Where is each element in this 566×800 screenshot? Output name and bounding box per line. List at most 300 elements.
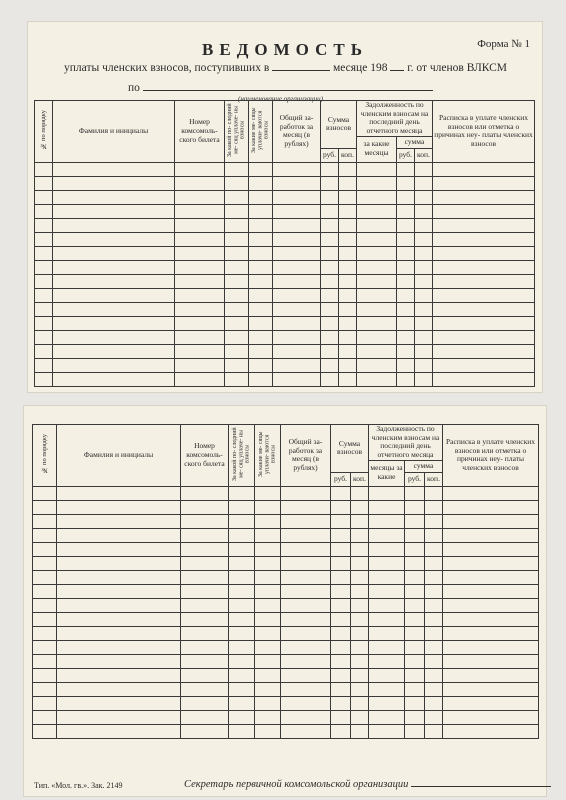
table-cell[interactable] [281,696,331,710]
table-cell[interactable] [181,682,229,696]
table-cell[interactable] [273,204,321,218]
table-cell[interactable] [181,612,229,626]
table-cell[interactable] [255,626,281,640]
table-cell[interactable] [397,204,415,218]
table-cell[interactable] [175,218,225,232]
table-cell[interactable] [53,330,175,344]
table-cell[interactable] [433,358,535,372]
table-cell[interactable] [57,710,181,724]
table-cell[interactable] [273,218,321,232]
table-cell[interactable] [415,274,433,288]
table-cell[interactable] [339,176,357,190]
table-cell[interactable] [321,190,339,204]
table-cell[interactable] [321,288,339,302]
table-cell[interactable] [57,542,181,556]
table-cell[interactable] [339,288,357,302]
table-cell[interactable] [351,724,369,738]
table-cell[interactable] [397,344,415,358]
table-cell[interactable] [433,330,535,344]
table-cell[interactable] [57,612,181,626]
organization-blank[interactable] [143,90,433,91]
table-cell[interactable] [175,260,225,274]
table-cell[interactable] [415,218,433,232]
table-cell[interactable] [229,598,255,612]
table-cell[interactable] [35,204,53,218]
table-cell[interactable] [273,372,321,386]
table-cell[interactable] [369,682,405,696]
table-cell[interactable] [57,528,181,542]
table-cell[interactable] [433,344,535,358]
table-cell[interactable] [425,640,443,654]
table-cell[interactable] [405,528,425,542]
table-cell[interactable] [351,668,369,682]
table-cell[interactable] [33,626,57,640]
table-cell[interactable] [33,486,57,500]
table-cell[interactable] [369,696,405,710]
table-cell[interactable] [53,344,175,358]
table-cell[interactable] [425,696,443,710]
table-cell[interactable] [351,710,369,724]
table-cell[interactable] [415,162,433,176]
table-cell[interactable] [229,724,255,738]
table-cell[interactable] [255,556,281,570]
table-cell[interactable] [351,556,369,570]
table-cell[interactable] [53,316,175,330]
table-cell[interactable] [249,288,273,302]
table-cell[interactable] [415,260,433,274]
table-cell[interactable] [273,316,321,330]
table-cell[interactable] [181,696,229,710]
table-cell[interactable] [229,514,255,528]
table-cell[interactable] [405,640,425,654]
table-cell[interactable] [425,654,443,668]
table-cell[interactable] [225,274,249,288]
table-cell[interactable] [415,246,433,260]
table-cell[interactable] [181,486,229,500]
table-cell[interactable] [433,274,535,288]
table-cell[interactable] [53,260,175,274]
table-cell[interactable] [249,274,273,288]
table-cell[interactable] [181,724,229,738]
table-cell[interactable] [249,358,273,372]
table-cell[interactable] [281,528,331,542]
table-cell[interactable] [57,486,181,500]
table-cell[interactable] [255,528,281,542]
table-cell[interactable] [57,682,181,696]
table-cell[interactable] [415,302,433,316]
table-cell[interactable] [357,288,397,302]
table-cell[interactable] [33,556,57,570]
table-cell[interactable] [35,260,53,274]
table-cell[interactable] [57,724,181,738]
table-cell[interactable] [281,598,331,612]
table-cell[interactable] [273,274,321,288]
table-cell[interactable] [249,316,273,330]
table-cell[interactable] [339,358,357,372]
table-cell[interactable] [425,612,443,626]
table-cell[interactable] [357,218,397,232]
table-cell[interactable] [33,528,57,542]
table-cell[interactable] [35,288,53,302]
table-cell[interactable] [255,514,281,528]
table-cell[interactable] [281,710,331,724]
table-cell[interactable] [425,626,443,640]
table-cell[interactable] [229,570,255,584]
table-cell[interactable] [53,176,175,190]
table-cell[interactable] [397,316,415,330]
table-cell[interactable] [415,316,433,330]
table-cell[interactable] [225,344,249,358]
table-cell[interactable] [443,584,539,598]
table-cell[interactable] [273,260,321,274]
table-cell[interactable] [321,176,339,190]
table-cell[interactable] [425,486,443,500]
table-cell[interactable] [405,724,425,738]
table-cell[interactable] [281,542,331,556]
table-cell[interactable] [35,372,53,386]
table-cell[interactable] [53,274,175,288]
table-cell[interactable] [33,654,57,668]
table-cell[interactable] [369,654,405,668]
table-cell[interactable] [405,542,425,556]
table-cell[interactable] [281,514,331,528]
table-cell[interactable] [33,682,57,696]
table-cell[interactable] [255,724,281,738]
table-cell[interactable] [225,260,249,274]
table-cell[interactable] [249,330,273,344]
table-cell[interactable] [273,330,321,344]
table-cell[interactable] [321,162,339,176]
table-cell[interactable] [33,584,57,598]
table-cell[interactable] [281,570,331,584]
table-cell[interactable] [443,626,539,640]
table-cell[interactable] [249,246,273,260]
table-cell[interactable] [321,372,339,386]
table-cell[interactable] [273,344,321,358]
table-cell[interactable] [433,190,535,204]
table-cell[interactable] [255,640,281,654]
table-cell[interactable] [273,232,321,246]
table-cell[interactable] [397,358,415,372]
table-cell[interactable] [339,232,357,246]
table-cell[interactable] [443,486,539,500]
table-cell[interactable] [443,598,539,612]
table-cell[interactable] [351,528,369,542]
table-cell[interactable] [181,640,229,654]
table-cell[interactable] [175,204,225,218]
table-cell[interactable] [321,274,339,288]
table-cell[interactable] [331,710,351,724]
table-cell[interactable] [229,500,255,514]
table-cell[interactable] [57,654,181,668]
table-cell[interactable] [229,612,255,626]
table-cell[interactable] [433,204,535,218]
table-cell[interactable] [369,710,405,724]
table-cell[interactable] [281,654,331,668]
table-cell[interactable] [225,162,249,176]
table-cell[interactable] [225,372,249,386]
table-cell[interactable] [281,500,331,514]
table-cell[interactable] [181,654,229,668]
year-blank[interactable] [390,70,404,71]
table-cell[interactable] [415,176,433,190]
table-cell[interactable] [357,190,397,204]
table-cell[interactable] [443,612,539,626]
table-cell[interactable] [397,288,415,302]
table-cell[interactable] [443,570,539,584]
table-cell[interactable] [229,710,255,724]
table-cell[interactable] [225,358,249,372]
table-cell[interactable] [273,358,321,372]
table-cell[interactable] [433,162,535,176]
table-cell[interactable] [181,668,229,682]
table-cell[interactable] [397,274,415,288]
table-cell[interactable] [351,640,369,654]
table-cell[interactable] [339,260,357,274]
table-cell[interactable] [35,162,53,176]
table-cell[interactable] [229,640,255,654]
table-cell[interactable] [351,696,369,710]
table-cell[interactable] [443,724,539,738]
table-cell[interactable] [405,668,425,682]
table-cell[interactable] [225,176,249,190]
table-cell[interactable] [273,288,321,302]
table-cell[interactable] [405,570,425,584]
table-cell[interactable] [175,274,225,288]
table-cell[interactable] [351,682,369,696]
table-cell[interactable] [175,358,225,372]
table-cell[interactable] [255,500,281,514]
table-cell[interactable] [405,556,425,570]
table-cell[interactable] [369,598,405,612]
table-cell[interactable] [433,176,535,190]
table-cell[interactable] [175,246,225,260]
table-cell[interactable] [331,584,351,598]
table-cell[interactable] [339,344,357,358]
table-cell[interactable] [351,598,369,612]
table-cell[interactable] [443,640,539,654]
table-cell[interactable] [33,710,57,724]
table-cell[interactable] [425,500,443,514]
table-cell[interactable] [351,542,369,556]
table-cell[interactable] [405,486,425,500]
table-cell[interactable] [229,696,255,710]
table-cell[interactable] [33,570,57,584]
table-cell[interactable] [35,316,53,330]
table-cell[interactable] [281,682,331,696]
table-cell[interactable] [53,358,175,372]
table-cell[interactable] [331,682,351,696]
table-cell[interactable] [357,204,397,218]
table-cell[interactable] [255,584,281,598]
table-cell[interactable] [369,528,405,542]
table-cell[interactable] [443,556,539,570]
table-cell[interactable] [369,542,405,556]
table-cell[interactable] [351,626,369,640]
table-cell[interactable] [405,514,425,528]
table-cell[interactable] [53,288,175,302]
table-cell[interactable] [425,514,443,528]
table-cell[interactable] [339,302,357,316]
table-cell[interactable] [57,584,181,598]
table-cell[interactable] [415,288,433,302]
table-cell[interactable] [405,626,425,640]
table-cell[interactable] [249,204,273,218]
table-cell[interactable] [53,218,175,232]
table-cell[interactable] [321,246,339,260]
table-cell[interactable] [225,218,249,232]
table-cell[interactable] [35,330,53,344]
table-cell[interactable] [425,724,443,738]
table-cell[interactable] [331,556,351,570]
table-cell[interactable] [369,570,405,584]
table-cell[interactable] [339,162,357,176]
secretary-signature-blank[interactable] [411,786,551,787]
table-cell[interactable] [321,260,339,274]
table-cell[interactable] [249,302,273,316]
table-cell[interactable] [33,696,57,710]
table-cell[interactable] [331,724,351,738]
table-cell[interactable] [229,556,255,570]
table-cell[interactable] [397,372,415,386]
table-cell[interactable] [425,682,443,696]
table-cell[interactable] [255,654,281,668]
table-cell[interactable] [415,344,433,358]
table-cell[interactable] [357,232,397,246]
table-cell[interactable] [225,330,249,344]
table-cell[interactable] [351,584,369,598]
table-cell[interactable] [351,654,369,668]
table-cell[interactable] [369,668,405,682]
table-cell[interactable] [181,710,229,724]
table-cell[interactable] [53,204,175,218]
table-cell[interactable] [433,246,535,260]
table-cell[interactable] [339,218,357,232]
table-cell[interactable] [443,514,539,528]
table-cell[interactable] [397,190,415,204]
table-cell[interactable] [33,612,57,626]
table-cell[interactable] [181,556,229,570]
table-cell[interactable] [281,612,331,626]
table-cell[interactable] [433,288,535,302]
table-cell[interactable] [321,232,339,246]
table-cell[interactable] [331,668,351,682]
table-cell[interactable] [357,330,397,344]
table-cell[interactable] [57,598,181,612]
table-cell[interactable] [255,710,281,724]
table-cell[interactable] [321,358,339,372]
table-cell[interactable] [339,246,357,260]
table-cell[interactable] [281,668,331,682]
table-cell[interactable] [57,514,181,528]
table-cell[interactable] [331,542,351,556]
table-cell[interactable] [35,358,53,372]
table-cell[interactable] [369,626,405,640]
table-cell[interactable] [181,542,229,556]
table-cell[interactable] [443,654,539,668]
table-cell[interactable] [249,190,273,204]
table-cell[interactable] [405,710,425,724]
table-cell[interactable] [255,570,281,584]
table-cell[interactable] [339,274,357,288]
table-cell[interactable] [35,246,53,260]
table-cell[interactable] [405,654,425,668]
table-cell[interactable] [397,330,415,344]
table-cell[interactable] [33,542,57,556]
table-cell[interactable] [229,626,255,640]
table-cell[interactable] [225,190,249,204]
table-cell[interactable] [331,598,351,612]
table-cell[interactable] [229,528,255,542]
table-cell[interactable] [369,500,405,514]
table-cell[interactable] [229,584,255,598]
table-cell[interactable] [35,176,53,190]
table-cell[interactable] [397,176,415,190]
table-cell[interactable] [425,570,443,584]
table-cell[interactable] [357,274,397,288]
table-cell[interactable] [181,500,229,514]
table-cell[interactable] [255,612,281,626]
table-cell[interactable] [57,500,181,514]
table-cell[interactable] [35,344,53,358]
table-cell[interactable] [53,162,175,176]
table-cell[interactable] [357,358,397,372]
table-cell[interactable] [339,372,357,386]
table-cell[interactable] [175,288,225,302]
table-cell[interactable] [433,232,535,246]
table-cell[interactable] [249,176,273,190]
table-cell[interactable] [433,218,535,232]
table-cell[interactable] [397,218,415,232]
table-cell[interactable] [249,344,273,358]
table-cell[interactable] [397,246,415,260]
table-cell[interactable] [433,316,535,330]
table-cell[interactable] [425,542,443,556]
table-cell[interactable] [255,486,281,500]
table-cell[interactable] [331,654,351,668]
table-cell[interactable] [181,514,229,528]
table-cell[interactable] [397,260,415,274]
table-cell[interactable] [331,640,351,654]
table-cell[interactable] [331,696,351,710]
table-cell[interactable] [281,640,331,654]
table-cell[interactable] [281,486,331,500]
table-cell[interactable] [369,514,405,528]
table-cell[interactable] [443,542,539,556]
table-cell[interactable] [331,612,351,626]
table-cell[interactable] [321,218,339,232]
table-cell[interactable] [57,696,181,710]
table-cell[interactable] [229,668,255,682]
table-cell[interactable] [273,176,321,190]
table-cell[interactable] [175,372,225,386]
table-cell[interactable] [33,500,57,514]
table-cell[interactable] [57,668,181,682]
table-cell[interactable] [255,682,281,696]
table-cell[interactable] [175,162,225,176]
table-cell[interactable] [225,316,249,330]
table-cell[interactable] [249,232,273,246]
table-cell[interactable] [339,204,357,218]
table-cell[interactable] [331,570,351,584]
table-cell[interactable] [181,528,229,542]
table-cell[interactable] [255,696,281,710]
table-cell[interactable] [175,302,225,316]
table-cell[interactable] [255,542,281,556]
table-cell[interactable] [415,358,433,372]
table-cell[interactable] [443,682,539,696]
table-cell[interactable] [415,190,433,204]
